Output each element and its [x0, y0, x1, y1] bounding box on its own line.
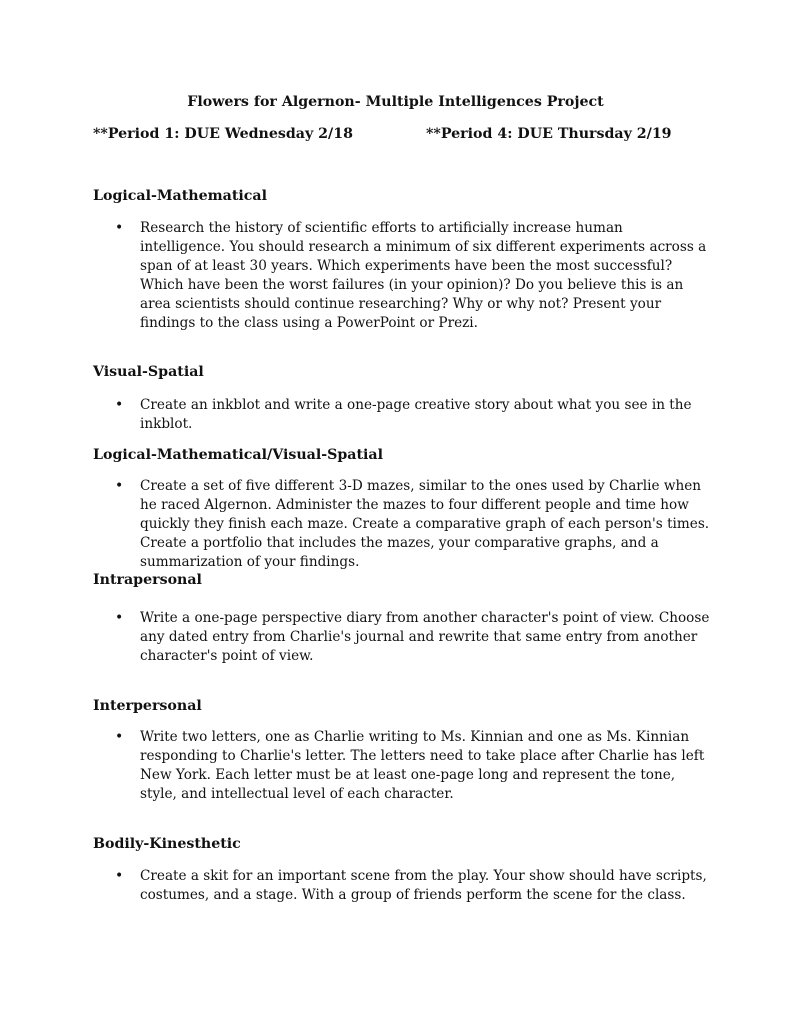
bullet-icon: • — [115, 220, 124, 236]
list-item-intrapersonal — [93, 609, 713, 666]
section-heading-logical-mathematical: Logical-Mathematical — [93, 188, 268, 204]
list-item-logical-visual — [93, 477, 713, 572]
list-item-interpersonal — [93, 728, 713, 804]
bullet-text: Create a set of five different 3-D mazes, similar to the ones used by Charlie when he raced Algernon. Administer the mazes to four different people and time how quickly they finish each maze. Create a comparative graph of each person's times. Create a portfolio that includes the mazes, your comparative graphs, and a summarization of your findings. — [140, 478, 710, 570]
section-heading-logical-visual: Logical-Mathematical/Visual-Spatial — [93, 447, 384, 463]
due-date-period-1: **Period 1: DUE Wednesday 2/18 — [93, 126, 353, 142]
list-item-logical-mathematical — [93, 219, 713, 332]
bullet-text: Research the history of scientific efforts to artificially increase human intelligence. You should research a minimum of six different experiments across a span of at least 30 years. Which experiments have been the most successful? Which have been the worst failures (in your opinion)? Do you believe this is an area scientists should continue researching? Why or why not? Present your findings to the class using a PowerPoint or Prezi. — [140, 220, 707, 331]
section-heading-bodily-kinesthetic: Bodily-Kinesthetic — [93, 836, 241, 852]
bullet-text: Write a one-page perspective diary from another character's point of view. Choose any dated entry from Charlie's journal and rewrite that same entry from another character's point of view. — [140, 610, 710, 664]
section-heading-interpersonal: Interpersonal — [93, 698, 202, 714]
bullet-icon: • — [115, 397, 124, 413]
section-heading-intrapersonal: Intrapersonal — [93, 572, 202, 588]
bullet-text: Create a skit for an important scene from the play. Your show should have scripts, costumes, and a stage. With a group of friends perform the scene for the class. — [140, 868, 707, 903]
bullet-text: Create an inkblot and write a one-page creative story about what you see in the inkblot. — [140, 397, 692, 432]
bullet-icon: • — [115, 729, 124, 745]
document-title: Flowers for Algernon- Multiple Intelligences Project — [187, 94, 604, 110]
due-date-period-4: **Period 4: DUE Thursday 2/19 — [426, 126, 672, 142]
list-item-bodily-kinesthetic — [93, 867, 713, 905]
bullet-icon: • — [115, 610, 124, 626]
bullet-text: Write two letters, one as Charlie writing to Ms. Kinnian and one as Ms. Kinnian responding to Charlie's letter. The letters need to take place after Charlie has left New York. Each letter must be at least one-page long and represent the tone, style, and intellectual level of each character. — [140, 729, 705, 802]
section-heading-visual-spatial: Visual-Spatial — [93, 364, 204, 380]
list-item-visual-spatial — [93, 396, 713, 434]
bullet-icon: • — [115, 868, 124, 884]
bullet-icon: • — [115, 478, 124, 494]
